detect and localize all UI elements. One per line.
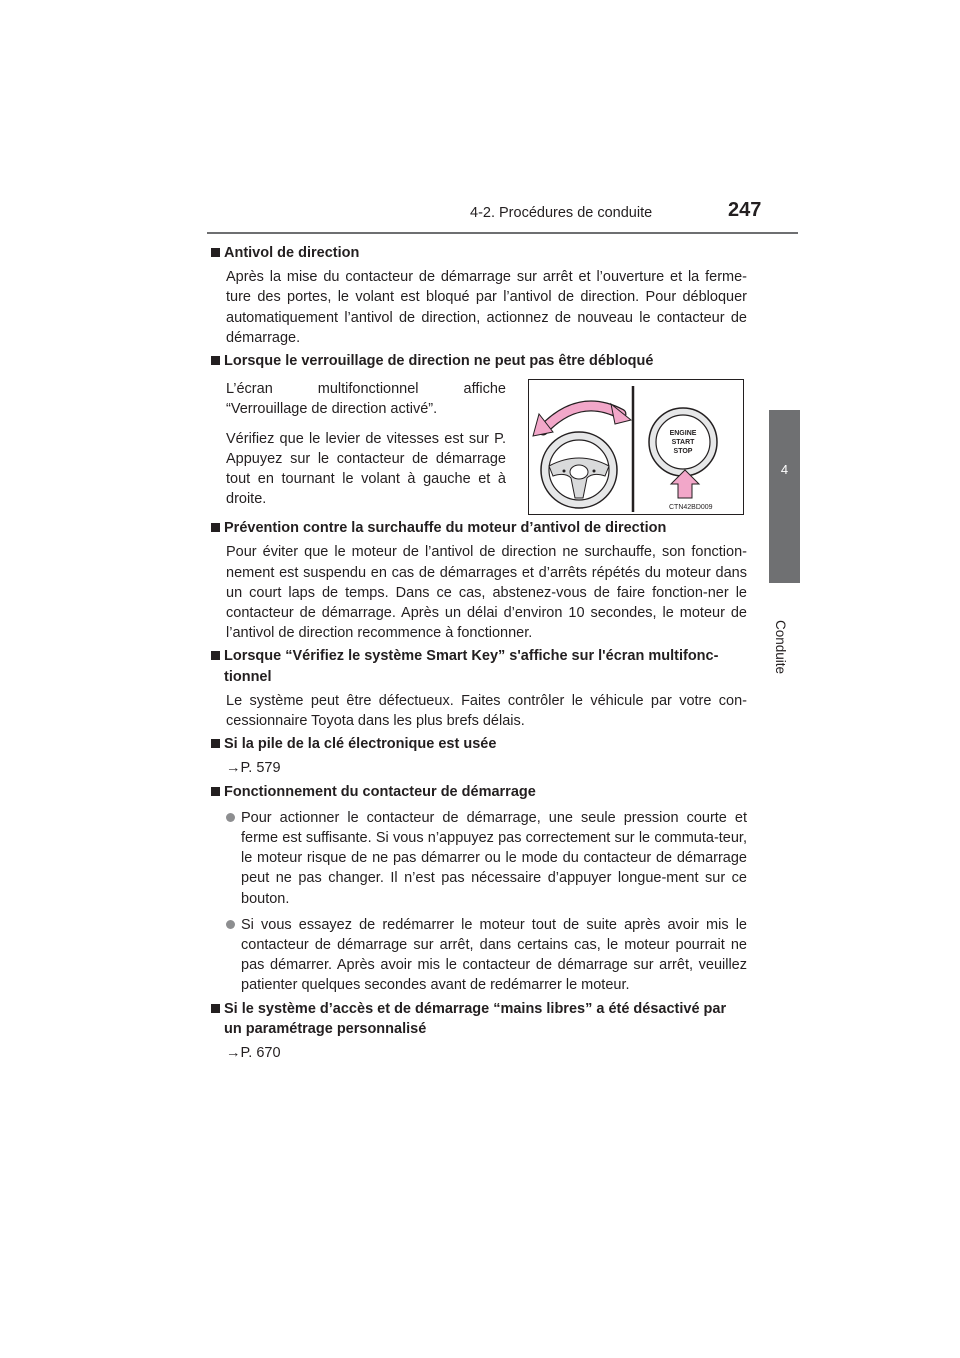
list-item: Pour actionner le contacteur de démarrage, une seule pression courte et ferme est suffisante. Si vous n’appuyez pas correctement sur le commuta-teur, le moteur risque de ne pas démarrer ou le mode du contacteur de démarrage peut ne pas changer. Il n’est pas nécessaire d’appuyer longue-ment sur ce bouton.: [211, 808, 747, 909]
square-bullet-icon: [211, 787, 220, 796]
section-battery: [211, 734, 747, 778]
section-heading: Si la pile de la clé électronique est usée: [211, 734, 747, 754]
section-smart-key-message: [211, 646, 747, 731]
section-title: 4-2. Procédures de conduite: [470, 205, 653, 221]
rotate-arrow-icon: [533, 404, 631, 436]
square-bullet-icon: [211, 1004, 220, 1013]
square-bullet-icon: [211, 523, 220, 532]
section-overheat: [211, 518, 747, 643]
section-body: Le système peut être défectueux. Faites contrôler le véhicule par votre con-cessionnaire Toyota dans les plus brefs délais.: [226, 692, 747, 730]
page-header: [0, 0, 960, 240]
steering-wheel-and-start-button-illustration: [529, 380, 743, 514]
header-divider: [207, 232, 798, 234]
chapter-label: Conduite: [773, 620, 788, 675]
square-bullet-icon: [211, 248, 220, 257]
square-bullet-icon: [211, 739, 220, 748]
lock-paragraph-1: L’écran multifonctionnel affiche “Verrouillage de direction activé”.: [226, 381, 506, 418]
section-heading: Antivol de direction: [211, 243, 747, 263]
round-bullet-icon: [226, 813, 235, 822]
section-lock-not-released: [211, 351, 747, 515]
list-item: Si vous essayez de redémarrer le moteur tout de suite après avoir mis le contacteur de démarrage sur arrêt, dans certains cas, le moteur pourrait ne pas démarrer. Après avoir mis le contacteur de démarrage sur arrêt, veuillez patienter quelques secondes avant de redémarrer le moteur.: [211, 915, 747, 996]
lock-instructions: [226, 379, 506, 518]
button-label-start: START: [671, 439, 695, 447]
square-bullet-icon: [211, 651, 220, 660]
section-body: Pour éviter que le moteur de l’antivol de direction ne surchauffe, son fonction-nement est suspendu en cas de démarrages et d’arrêts répétés du moteur dans un court laps de temps. Dans ce cas, abstenez-vous de faire fonction-ner le contacteur de démarrage. Après un délai d’environ 10 secondes, le moteur de l’antivol de direction recommence à fonctionner.: [226, 544, 747, 642]
lock-paragraph-2: Vérifiez que le levier de vitesses est sur P. Appuyez sur le contacteur de démarrage tout en tournant le volant à gauche et à droite.: [226, 430, 506, 508]
button-label-engine: ENGINE: [669, 430, 697, 438]
section-heading: Lorsque “Vérifiez le système Smart Key” s'affiche sur l'écran multifonc-tionnel: [211, 646, 747, 686]
section-body: Après la mise du contacteur de démarrage sur arrêt et l’ouverture et la ferme-ture des portes, le volant est bloqué par l’antivol de direction. Pour débloquer automatiquement l’antivol de direction, actionnez de nouveau le contacteur de démarrage.: [226, 269, 747, 346]
square-bullet-icon: [211, 356, 220, 365]
section-steering-lock: [211, 243, 747, 348]
section-smart-entry-disabled: [211, 999, 747, 1064]
lock-row: [211, 375, 747, 515]
button-label-stop: STOP: [673, 448, 693, 456]
section-start-switch: [211, 782, 747, 996]
page-number: 247: [728, 199, 762, 221]
chapter-number: 4: [780, 462, 789, 477]
page-reference: →P. 670: [226, 1045, 281, 1062]
section-heading: Lorsque le verrouillage de direction ne peut pas être débloqué: [211, 351, 747, 371]
section-heading: Prévention contre la surchauffe du moteur d’antivol de direction: [211, 518, 747, 538]
section-heading: Fonctionnement du contacteur de démarrage: [211, 782, 747, 802]
round-bullet-icon: [226, 920, 235, 929]
illustration-code: CTN42BD009: [669, 504, 713, 512]
page-reference: →P. 579: [226, 760, 281, 777]
steering-illustration: [528, 379, 744, 515]
steering-wheel-icon: [541, 432, 617, 508]
main-content: [211, 240, 747, 1063]
engine-start-stop-button-icon: [649, 408, 717, 476]
chapter-tab: [769, 410, 800, 583]
section-heading: Si le système d’accès et de démarrage “mains libres” a été désactivé par un paramétrage personnalisé: [211, 999, 747, 1039]
